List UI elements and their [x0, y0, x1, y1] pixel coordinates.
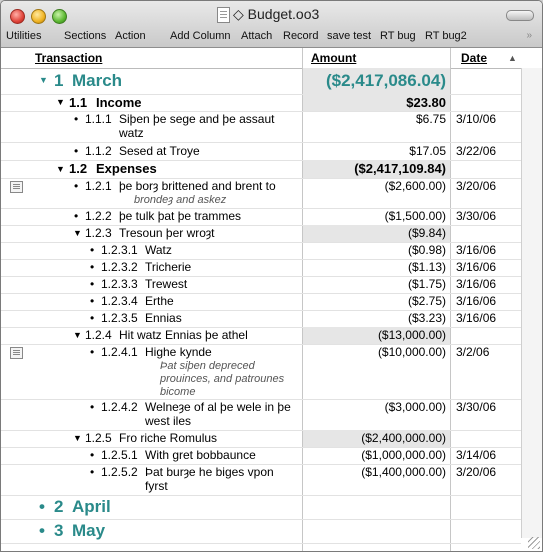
row-label[interactable]: Þat burȝe he biges vpon fyrst	[145, 465, 274, 493]
amount-value[interactable]: ($2.75)	[407, 294, 446, 308]
row-label[interactable]: March	[72, 71, 123, 90]
row-number: 1.2.3.2	[101, 260, 138, 274]
sort-ascending-icon[interactable]: ▲	[508, 53, 517, 63]
row-number: 1	[54, 71, 64, 90]
date-value[interactable]: 3/16/06	[456, 277, 497, 291]
outline-row[interactable]	[1, 208, 521, 226]
row-label[interactable]: Tresoun þer wroȝt	[119, 226, 215, 240]
outline-row-may[interactable]	[1, 519, 521, 544]
date-value[interactable]: 3/16/06	[456, 243, 497, 257]
disclosure-triangle-icon[interactable]: ▼	[56, 97, 65, 107]
toolbar-rt-bug2[interactable]: RT bug2	[425, 30, 467, 42]
column-header-date[interactable]: Date	[461, 51, 488, 65]
row-number: 1.2.3.1	[101, 243, 138, 257]
outline-row[interactable]	[1, 111, 521, 143]
outline-row[interactable]	[1, 293, 521, 311]
amount-value[interactable]: ($1,400,000.00)	[361, 465, 446, 479]
row-label[interactable]: Watz	[145, 243, 172, 257]
amount-value[interactable]: ($1,000,000.00)	[361, 448, 446, 462]
row-number: 1.1.2	[85, 144, 112, 158]
bullet-icon[interactable]: •	[74, 112, 79, 126]
toolbar-toggle-button[interactable]	[506, 10, 534, 21]
row-number: 1.2.4.2	[101, 400, 138, 414]
date-value[interactable]: 3/16/06	[456, 311, 497, 325]
bullet-icon[interactable]: •	[90, 400, 95, 414]
row-label[interactable]: þe borȝ brittened and brent to	[119, 179, 276, 193]
amount-value[interactable]: ($13,000.00)	[377, 328, 446, 342]
bullet-icon[interactable]: •	[90, 345, 95, 359]
bullet-icon[interactable]: •	[39, 521, 45, 540]
row-label[interactable]: May	[72, 521, 106, 540]
outline-row[interactable]	[1, 142, 521, 161]
row-label[interactable]: Erthe	[145, 294, 174, 308]
bullet-icon[interactable]: •	[90, 277, 95, 291]
row-number: 1.2.1	[85, 179, 112, 193]
outline-row[interactable]	[1, 276, 521, 294]
window-title: ◇ Budget.oo3	[233, 6, 320, 22]
row-number: 1.2.5	[85, 431, 112, 445]
toolbar	[1, 28, 542, 46]
amount-value[interactable]: ($9.84)	[407, 226, 446, 240]
toolbar-add-column[interactable]: Add Column	[170, 30, 231, 42]
amount-value[interactable]: ($2,600.00)	[384, 179, 446, 193]
bullet-icon[interactable]: •	[90, 448, 95, 462]
note-icon[interactable]	[10, 347, 23, 359]
row-label[interactable]: Highe kynde	[145, 345, 212, 359]
row-label[interactable]: Tricherie	[145, 260, 192, 274]
date-value[interactable]: 3/30/06	[456, 209, 497, 223]
row-number: 1.2.3.5	[101, 311, 138, 325]
outline-row[interactable]	[1, 178, 521, 209]
row-number: 1.2.4	[85, 328, 112, 342]
bullet-icon[interactable]: •	[74, 144, 79, 158]
row-number: 1.1	[69, 95, 88, 110]
row-label[interactable]: Hit watz Ennias þe athel	[119, 328, 248, 342]
zoom-button[interactable]	[52, 9, 67, 24]
outline-row[interactable]	[1, 310, 521, 328]
minimize-button[interactable]	[31, 9, 46, 24]
outline-row[interactable]	[1, 344, 521, 400]
date-value[interactable]: 3/16/06	[456, 260, 497, 274]
amount-value[interactable]: $17.05	[409, 144, 446, 158]
row-label[interactable]: Siþen þe sege and þe assaut watz	[119, 112, 275, 140]
row-label[interactable]: þe tulk þat þe trammes	[119, 209, 242, 223]
outline-row[interactable]	[1, 399, 521, 431]
disclosure-triangle-icon[interactable]: ▼	[39, 75, 48, 85]
amount-value[interactable]: $23.80	[406, 95, 446, 110]
date-value[interactable]: 3/20/06	[456, 179, 497, 193]
bullet-icon[interactable]: •	[74, 209, 79, 223]
outline-row[interactable]	[1, 430, 521, 448]
bullet-icon[interactable]: •	[39, 497, 45, 516]
row-label[interactable]: With gret bobbaunce	[145, 448, 256, 462]
amount-value[interactable]: ($0.98)	[407, 243, 446, 257]
close-button[interactable]	[10, 9, 25, 24]
disclosure-triangle-icon[interactable]: ▼	[56, 164, 65, 174]
disclosure-triangle-icon[interactable]: ▼	[73, 330, 82, 340]
row-number: 1.2.3.4	[101, 294, 138, 308]
bullet-icon[interactable]: •	[90, 311, 95, 325]
toolbar-overflow-icon[interactable]: »	[526, 30, 532, 41]
row-number: 1.2.3.3	[101, 277, 138, 291]
outline-row[interactable]	[1, 225, 521, 243]
row-note[interactable]: Þat siþen depreced prouinces, and patrounes bicome	[160, 360, 285, 398]
row-number: 1.2.4.1	[101, 345, 138, 359]
row-number: 1.2.3	[85, 226, 112, 240]
row-label[interactable]: Trewest	[145, 277, 188, 291]
resize-grip-icon[interactable]	[528, 537, 540, 549]
amount-value[interactable]: ($2,417,086.04)	[325, 71, 446, 90]
outline-row[interactable]	[1, 327, 521, 345]
date-value[interactable]: 3/10/06	[456, 112, 497, 126]
row-number: 1.2.5.2	[101, 465, 138, 479]
date-value[interactable]: 3/14/06	[456, 448, 497, 462]
vertical-scrollbar[interactable]	[521, 68, 543, 538]
bullet-icon[interactable]: •	[90, 260, 95, 274]
date-value[interactable]: 3/16/06	[456, 294, 497, 308]
amount-value[interactable]: ($3.23)	[407, 311, 446, 325]
column-header-transaction[interactable]: Transaction	[35, 51, 103, 65]
bullet-icon[interactable]: •	[90, 243, 95, 257]
note-icon[interactable]	[10, 181, 23, 193]
date-value[interactable]: 3/2/06	[456, 345, 490, 359]
bullet-icon[interactable]: •	[90, 465, 95, 479]
bullet-icon[interactable]: •	[74, 179, 79, 193]
outline-row-march[interactable]	[1, 68, 521, 95]
outline-row-income[interactable]	[1, 94, 521, 112]
outline-row[interactable]	[1, 447, 521, 465]
row-number: 3	[54, 521, 64, 540]
toolbar-save-test[interactable]: save test	[327, 30, 372, 42]
row-note[interactable]: brondeȝ and askez	[134, 194, 227, 206]
column-header-bar	[1, 48, 542, 69]
row-number: 1.2	[69, 161, 88, 176]
row-label[interactable]: Ennias	[145, 311, 182, 325]
outline-row[interactable]	[1, 259, 521, 277]
amount-value[interactable]: ($1.13)	[407, 260, 446, 274]
outline-row[interactable]	[1, 464, 521, 496]
amount-value[interactable]: ($10,000.00)	[377, 345, 446, 359]
row-number: 2	[54, 497, 64, 516]
title-bar	[1, 1, 542, 48]
toolbar-action[interactable]: Action	[115, 30, 146, 42]
toolbar-record[interactable]: Record	[283, 30, 319, 42]
bullet-icon[interactable]: •	[90, 294, 95, 308]
row-label[interactable]: Sesed at Troye	[119, 144, 200, 158]
row-label[interactable]: Income	[96, 95, 142, 110]
date-value[interactable]: 3/22/06	[456, 144, 497, 158]
outline-view	[1, 68, 542, 551]
row-label[interactable]: Welneȝe of al þe wele in þe west iles	[145, 400, 291, 428]
date-value[interactable]: 3/30/06	[456, 400, 497, 414]
date-value[interactable]: 3/20/06	[456, 465, 497, 479]
toolbar-utilities[interactable]: Utilities	[6, 30, 42, 42]
amount-value[interactable]: ($2,400,000.00)	[361, 431, 446, 445]
row-label[interactable]: Expenses	[96, 161, 157, 176]
amount-value[interactable]: ($3,000.00)	[384, 400, 446, 414]
outline-row[interactable]	[1, 242, 521, 260]
row-label[interactable]: Fro riche Romulus	[119, 431, 218, 445]
column-header-amount[interactable]: Amount	[311, 51, 357, 65]
disclosure-triangle-icon[interactable]: ▼	[73, 433, 82, 443]
amount-value[interactable]: $6.75	[415, 112, 446, 126]
row-number: 1.2.5.1	[101, 448, 138, 462]
outline-row-expenses[interactable]	[1, 160, 521, 179]
disclosure-triangle-icon[interactable]: ▼	[73, 228, 82, 238]
row-number: 1.2.2	[85, 209, 112, 223]
toolbar-sections[interactable]: Sections	[64, 30, 107, 42]
row-label[interactable]: April	[72, 497, 111, 516]
column-divider[interactable]	[302, 48, 303, 68]
document-icon	[217, 7, 230, 23]
amount-value[interactable]: ($2,417,109.84)	[354, 161, 446, 176]
column-divider[interactable]	[450, 48, 451, 68]
outline-row-april[interactable]	[1, 495, 521, 520]
amount-value[interactable]: ($1,500.00)	[384, 209, 446, 223]
amount-value[interactable]: ($1.75)	[407, 277, 446, 291]
toolbar-attach[interactable]: Attach	[241, 30, 273, 42]
toolbar-rt-bug[interactable]: RT bug	[380, 30, 416, 42]
row-number: 1.1.1	[85, 112, 112, 126]
